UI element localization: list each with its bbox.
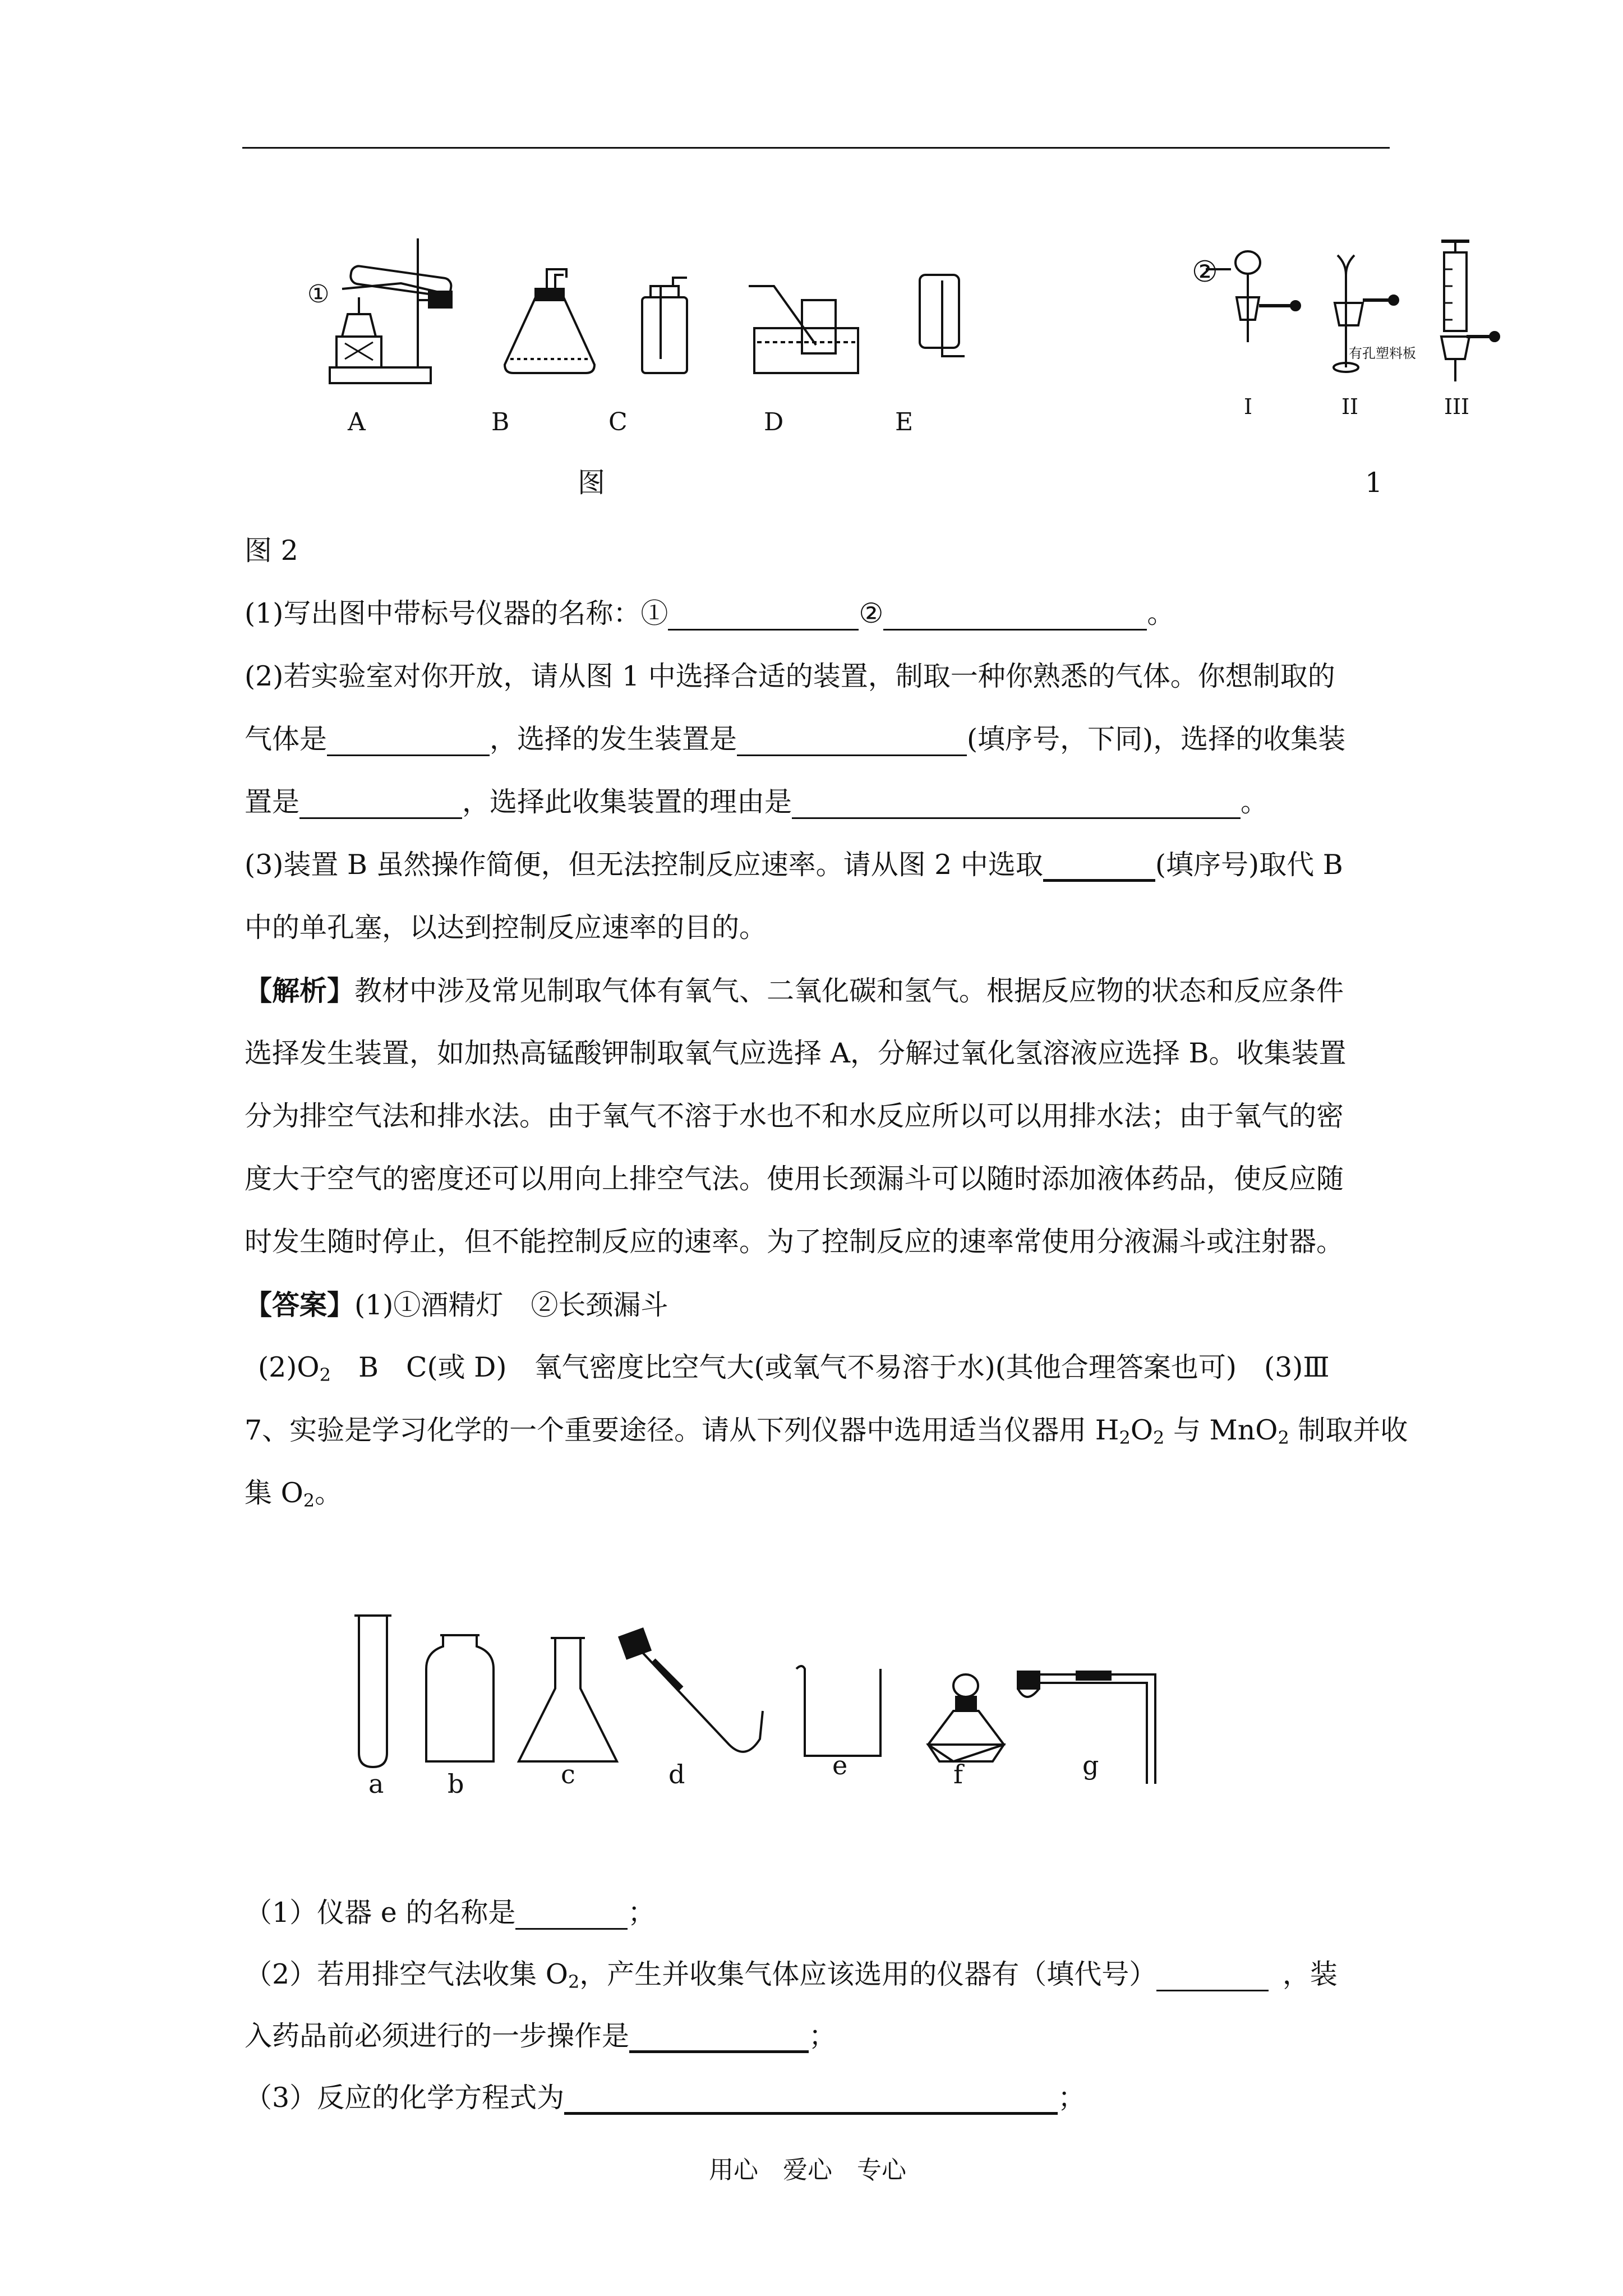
- figure2-caption: 图 2: [245, 535, 298, 567]
- flask-c: [519, 1638, 617, 1761]
- analysis-line-4: 度大于空气的密度还可以用向上排空气法。使用长颈漏斗可以随时添加液体药品，使反应随: [245, 1163, 1344, 1195]
- jar-b: [426, 1635, 494, 1761]
- plate-label: 有孔塑料板: [1349, 346, 1416, 361]
- sub4-a: （3）反应的化学方程式为: [245, 2082, 565, 2114]
- beaker-e: [796, 1666, 880, 1756]
- q7-s1: 2: [1119, 1427, 1131, 1448]
- figure-caption-right: 1: [1365, 467, 1383, 499]
- question-2-line-1: (2)若实验室对你开放，请从图 1 中选择合适的装置，制取一种你熟悉的气体。你想制取的: [245, 660, 1335, 692]
- question-3-line-2: 中的单孔塞，以达到控制反应速率的目的。: [245, 912, 767, 944]
- label-a: a: [368, 1769, 384, 1799]
- q2-l2c: (填序号，下同)，选择的收集装: [967, 723, 1346, 755]
- sub2-sub: 2: [568, 1971, 580, 1993]
- q2-l2b: ，选择的发生装置是: [490, 723, 737, 755]
- q1-end: 。: [1147, 597, 1175, 629]
- marker-1: ①: [307, 280, 330, 309]
- label-d: D: [764, 408, 784, 436]
- q7-l1c: 与 MnO: [1164, 1414, 1278, 1446]
- label-iii: III: [1444, 394, 1470, 419]
- sub-question-3: [245, 2081, 1085, 2115]
- test-tube-a: [354, 1616, 391, 1767]
- sub2-c: ，装: [1282, 1958, 1338, 1990]
- answer-tag: 【答案】: [245, 1289, 355, 1321]
- q2-l2a: 气体是: [245, 723, 328, 755]
- answer-2a: (2)O: [258, 1351, 320, 1383]
- q3-l1a: (3)装置 B 虽然操作简便，但无法控制反应速率。请从图 2 中选取: [245, 849, 1043, 881]
- label-f: f: [953, 1759, 963, 1789]
- sub2-blank[interactable]: [1156, 1964, 1269, 1991]
- sub3-blank[interactable]: [629, 2024, 809, 2053]
- label-e: E: [895, 408, 914, 436]
- equation-blank[interactable]: [564, 2086, 1058, 2115]
- sub4-b: ；: [1058, 2082, 1086, 2114]
- q3-l1b: (填序号)取代 B: [1155, 849, 1343, 881]
- analysis-line-3: 分为排空气法和排水法。由于氧气不溶于水也不和水反应所以可以用排水法；由于氧气的密: [245, 1100, 1344, 1132]
- alcohol-lamp-f: [928, 1674, 1004, 1761]
- sub-question-1: [245, 1896, 655, 1930]
- marker-2: ②: [1192, 255, 1218, 289]
- stopper-tube-d: [619, 1629, 763, 1752]
- q7-s3: 2: [1278, 1427, 1289, 1448]
- label-b: B: [491, 408, 510, 436]
- answer-2c: B C(或 D) 氧气密度比空气大(或氧气不易溶于水)(其他合理答案也可) (3)Ⅲ: [330, 1351, 1330, 1383]
- q2-l3a: 置是: [245, 786, 300, 818]
- answer-2-sub: 2: [319, 1364, 331, 1386]
- answer-text-1: (1)①酒精灯 ②长颈漏斗: [354, 1289, 668, 1321]
- q1-text: (1)写出图中带标号仪器的名称：①: [245, 597, 668, 629]
- label-a: A: [348, 408, 366, 436]
- label-c: c: [561, 1759, 575, 1789]
- analysis-text-1: 教材中涉及常见制取气体有氧气、二氧化碳和氢气。根据反应物的状态和反应条件: [354, 975, 1344, 1007]
- q1-mid: ②: [859, 597, 884, 629]
- label-b: b: [448, 1769, 464, 1799]
- page-footer: 用心 爱心 专心: [709, 2156, 906, 2184]
- label-c: C: [608, 408, 628, 436]
- sub1-blank[interactable]: [515, 1902, 628, 1930]
- q7-l2a: 集 O: [245, 1477, 303, 1509]
- q7-l1d: 制取并收: [1289, 1414, 1408, 1446]
- label-i: I: [1244, 394, 1253, 419]
- q7-l1b: O: [1130, 1414, 1154, 1446]
- q7-s4: 2: [303, 1490, 315, 1511]
- sub-question-2-line-2: [245, 2019, 836, 2053]
- figure-caption-left: 图: [578, 467, 606, 499]
- sub1-text: （1）仪器 e 的名称是: [245, 1897, 516, 1929]
- sub-question-2: [245, 1958, 1338, 1991]
- analysis-line-5: 时发生随时停止，但不能控制反应的速率。为了控制反应的速率常使用分液漏斗或注射器。: [245, 1226, 1344, 1258]
- label-g: g: [1082, 1750, 1099, 1780]
- q2-l3b: ，选择此收集装置的理由是: [462, 786, 792, 818]
- analysis-line-2: 选择发生装置，如加热高锰酸钾制取氧气应选择 A，分解过氧化氢溶液应选择 B。收集装置: [245, 1037, 1347, 1069]
- sub1-end: ；: [628, 1897, 656, 1929]
- q7-s2: 2: [1153, 1427, 1165, 1448]
- q7-l1a: 7、实验是学习化学的一个重要途径。请从下列仪器中选用适当仪器用 H: [245, 1414, 1119, 1446]
- analysis-tag: 【解析】: [245, 974, 355, 1007]
- sub3-b: ；: [809, 2020, 837, 2052]
- q2-l3c: 。: [1241, 786, 1269, 818]
- sub3-a: 入药品前必须进行的一步操作是: [245, 2020, 630, 2052]
- sub2-a: （2）若用排空气法收集 O: [245, 1958, 568, 1990]
- q7-l2b: 。: [315, 1477, 343, 1509]
- label-ii: II: [1341, 394, 1359, 419]
- label-e: e: [832, 1750, 848, 1780]
- sub2-b: ，产生并收集气体应该选用的仪器有（填代号）: [579, 1958, 1157, 1990]
- label-d: d: [668, 1759, 685, 1789]
